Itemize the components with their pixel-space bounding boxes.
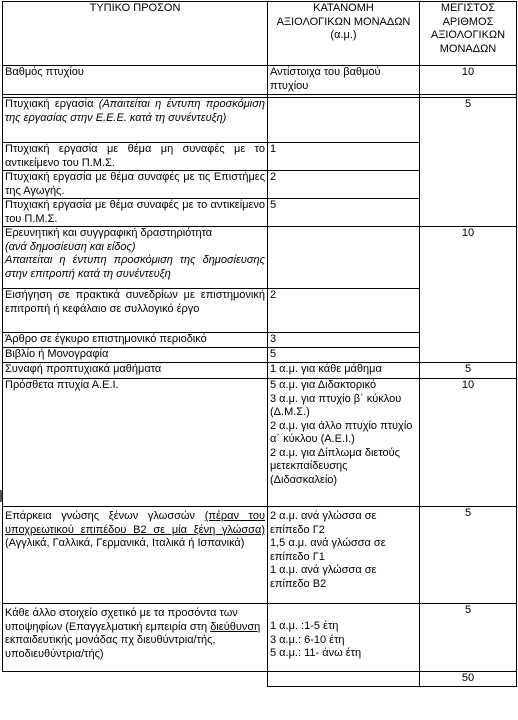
header-row bbox=[3, 2, 517, 66]
languages-values: 2 α.μ. ανά γλώσσα σε επίπεδο Γ2 1,5 α.μ. ανά γλώσσα σε επίπεδο Γ1 1 α.μ. ανά γλώσσα σε επίπεδο Β2 bbox=[268, 507, 420, 604]
degree-label: Βαθμός πτυχίου bbox=[3, 66, 268, 95]
thesis-row: Πτυχιακή εργασία με θέμα συναφές με τις Επιστήμες της Αγωγής. 2 bbox=[3, 171, 517, 199]
thesis-row: Πτυχιακή εργασία με θέμα συναφές με το αντικείμενο του Π.Μ.Σ. 5 bbox=[3, 199, 517, 227]
courses-row: Συναφή προπτυχιακά μαθήματα 1 α.μ. για κάθε μάθημα 5 bbox=[3, 363, 517, 379]
degree-value: Αντίστοιχα του βαθμού πτυχίου bbox=[268, 66, 420, 95]
extra-degrees-row: Πρόσθετα πτυχία Α.Ε.Ι. 5 α.μ. για Διδακτορικό 3 α.μ. για πτυχίο β΄ κύκλου (Δ.Μ.Σ.) 2 α.μ. για άλλο πτυχίο πτυχίο α΄ κύκλου (Α.Ε.Ι.) 2 α.μ. για Δίπλωμα διετούς μετεκπαίδευσης (Διδασκαλείο) 10 bbox=[3, 379, 517, 507]
languages-label: Επάρκεια γνώσης ξένων γλωσσών (πέραν του υποχρεωτικού επιπέδου Β2 σε μία ξένη γλώσσα) (Αγγλικά, Γαλλικά, Γερμανικά, Ιταλικά ή Ισπανικά) bbox=[3, 507, 268, 604]
research-intro-row bbox=[3, 227, 517, 289]
other-row: Κάθε άλλο στοιχείο σχετικό με τα προσόντα των υποψηφίων (Επαγγελματική εμπειρία στη διεύθυνση εκπαιδευτικής μονάδας πχ διευθύντρια/τής, υποδιευθύντρια/τής) 1 α.μ. :1-5 έτη 3 α.μ.: 6-10 έτη 5 α.μ.: 11- άνω έτη 5 bbox=[3, 604, 517, 672]
thesis-row: Πτυχιακή εργασία με θέμα μη συναφές με το αντικείμενο του Π.Μ.Σ. 1 bbox=[3, 143, 517, 171]
total-row bbox=[3, 672, 517, 687]
header-qualification: ΤΥΠΙΚΟ ΠΡΟΣΟΝ bbox=[3, 2, 268, 66]
header-distribution: ΚΑΤΑΝΟΜΗ ΑΞΙΟΛΟΓΙΚΩΝ ΜΟΝΑΔΩΝ (α.μ.) bbox=[268, 2, 420, 66]
total-value: 50 bbox=[420, 672, 517, 687]
header-max-units: ΜΕΓΙΣΤΟΣ ΑΡΙΘΜΟΣ ΑΞΙΟΛΟΓΙΚΩΝ ΜΟΝΑΔΩΝ bbox=[420, 2, 517, 66]
extra-degrees-values: 5 α.μ. για Διδακτορικό 3 α.μ. για πτυχίο β΄ κύκλου (Δ.Μ.Σ.) 2 α.μ. για άλλο πτυχίο πτυχίο α΄ κύκλου (Α.Ε.Ι.) 2 α.μ. για Δίπλωμα διετούς μετεκπαίδευσης (Διδασκαλείο) bbox=[268, 379, 420, 507]
languages-row: Επάρκεια γνώσης ξένων γλωσσών (πέραν του υποχρεωτικού επιπέδου Β2 σε μία ξένη γλώσσα) (Αγγλικά, Γαλλικά, Γερμανικά, Ιταλικά ή Ισπανικά) 2 α.μ. ανά γλώσσα σε επίπεδο Γ2 1,5 α.μ. ανά γλώσσα σε επίπεδο Γ1 1 α.μ. ανά γλώσσα σε επίπεδο Β2 5 bbox=[3, 507, 517, 604]
research-row: Εισήγηση σε πρακτικά συνεδρίων με επιστημονική επιτροπή ή κεφάλαιο σε συλλογικό έργο 2 bbox=[3, 289, 517, 333]
qualifications-table bbox=[2, 1, 517, 687]
other-values: 1 α.μ. :1-5 έτη 3 α.μ.: 6-10 έτη 5 α.μ.: 11- άνω έτη bbox=[268, 604, 420, 672]
degree-row bbox=[3, 66, 517, 95]
thesis-max: 5 bbox=[420, 98, 517, 227]
research-row: Βιβλίο ή Μονογραφία 5 bbox=[3, 348, 517, 363]
research-row: Άρθρο σε έγκυρο επιστημονικό περιοδικό 3 bbox=[3, 333, 517, 348]
thesis-intro-row bbox=[3, 98, 517, 143]
thesis-intro: Πτυχιακή εργασία (Απαιτείται η έντυπη προσκόμιση της εργασίας στην Ε.Ε.Ε. κατά τη συνέντευξη) bbox=[3, 98, 268, 143]
other-label: Κάθε άλλο στοιχείο σχετικό με τα προσόντα των υποψηφίων (Επαγγελματική εμπειρία στη διεύθυνση εκπαιδευτικής μονάδας πχ διευθύντρια/τής, υποδιευθύντρια/τής) bbox=[3, 604, 268, 672]
degree-max: 10 bbox=[420, 66, 517, 95]
research-max: 10 bbox=[420, 227, 517, 363]
research-intro: Ερευνητική και συγγραφική δραστηριότητα (ανά δημοσίευση και είδος) Απαιτείται η έντυπη προσκόμιση της δημοσίευσης στην επιτροπή κατά τη συνέντευξη bbox=[3, 227, 268, 289]
